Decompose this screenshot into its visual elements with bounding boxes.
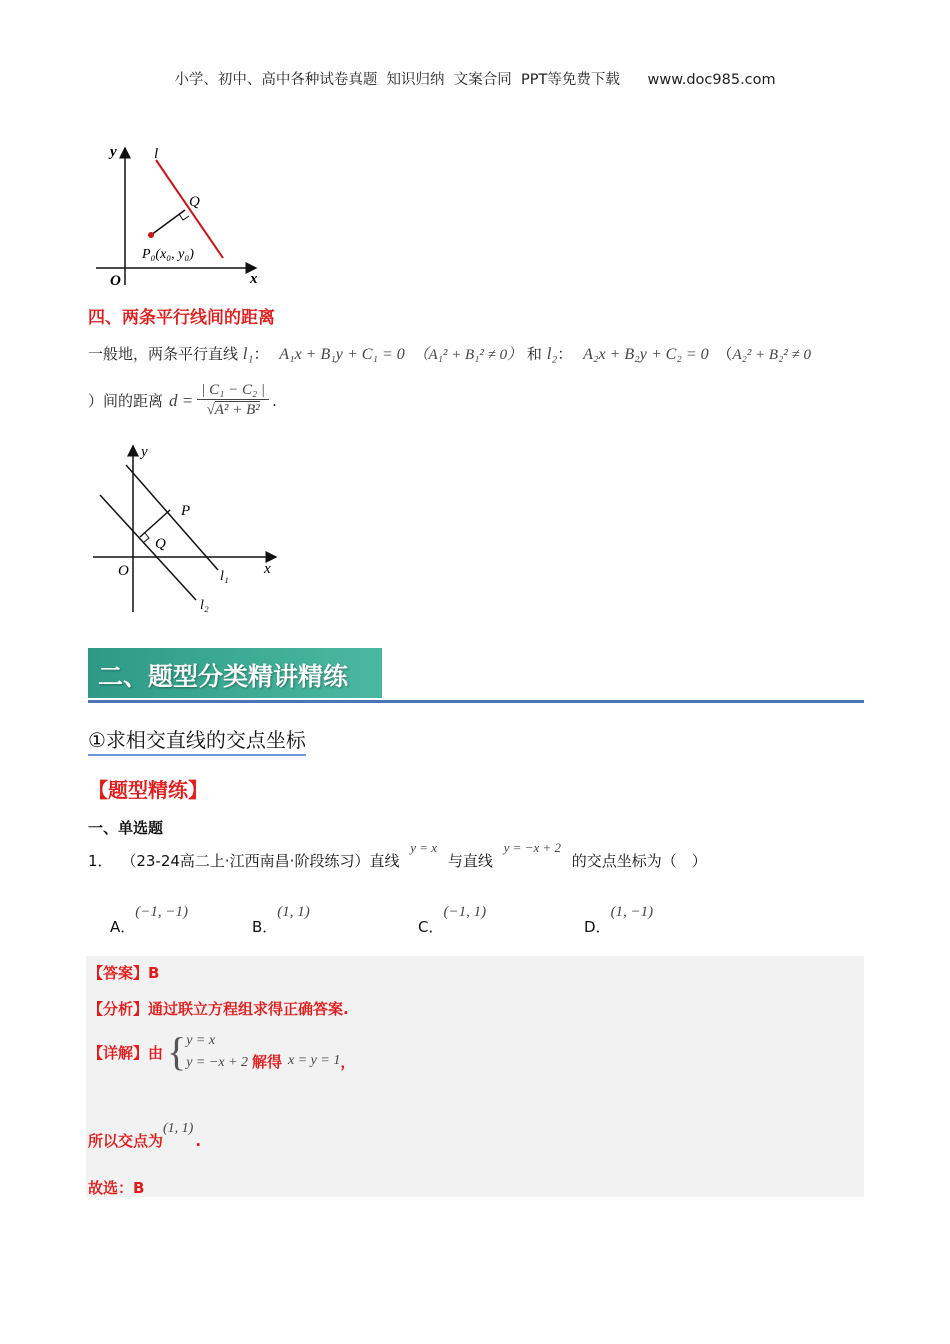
- label-o: O: [118, 563, 129, 579]
- detail-line: [88, 1030, 355, 1074]
- figure-parallel-lines-distance: [88, 440, 288, 620]
- point-p0: [148, 232, 154, 238]
- d-label: d =: [169, 390, 194, 410]
- sqrt-sign: √: [206, 402, 215, 418]
- intro-text: 一般地，两条平行直线: [88, 345, 239, 363]
- option-d-label: D．: [584, 918, 611, 936]
- equation-l1: A₁x + B₁y + C₁ = 0: [279, 346, 405, 363]
- solve-equation: x = y = 1: [288, 1053, 341, 1068]
- l2-symbol: l₂: [546, 344, 558, 363]
- solve-text: 解得: [252, 1052, 283, 1071]
- option-c-label: C．: [418, 918, 444, 936]
- condition-l1: （A₁² + B₁² ≠ 0）: [413, 347, 523, 363]
- right-angle-mark: [179, 214, 189, 220]
- system-equations: [186, 1030, 248, 1074]
- section-banner: 二、题型分类精讲精练: [88, 648, 382, 698]
- paren-open: （: [717, 345, 733, 363]
- analysis-text: 通过联立方程组求得正确答案.: [148, 1000, 349, 1018]
- question-mid: 与直线: [447, 852, 493, 870]
- option-a-label: A．: [110, 918, 136, 936]
- formula-line-1: [88, 343, 811, 364]
- question-1: [88, 840, 707, 871]
- label-y: y: [110, 144, 117, 160]
- solve-comma: ，: [340, 1052, 356, 1071]
- label-x: x: [264, 561, 271, 577]
- system-eq-2: y = −x + 2: [186, 1055, 248, 1070]
- equation-b: y = −x + 2: [503, 840, 561, 855]
- option-b[interactable]: [252, 900, 310, 936]
- final-choice: 故选：B: [88, 1179, 145, 1197]
- option-b-value: (1, 1): [277, 904, 310, 920]
- conclusion-point: (1, 1): [163, 1121, 194, 1136]
- system-eq-1: y = x: [186, 1033, 216, 1048]
- period: .: [272, 391, 277, 410]
- topic-subheading: ①求相交直线的交点坐标: [88, 724, 306, 756]
- conclusion-text: 所以交点为: [88, 1132, 164, 1150]
- answer-line: 【答案】B: [88, 964, 160, 982]
- label-l: l: [154, 146, 159, 162]
- system-brace: {: [167, 1029, 187, 1074]
- equation-l2: A₂x + B₂y + C₂ = 0: [583, 346, 709, 363]
- and-text: 和: [526, 345, 542, 363]
- option-c-value: (−1, 1): [443, 904, 487, 920]
- label-q: Q: [189, 194, 200, 210]
- option-b-label: B．: [252, 918, 278, 936]
- fraction: [197, 382, 269, 419]
- answer-panel: [86, 956, 864, 1197]
- single-choice-heading: 一、单选题: [88, 819, 164, 837]
- l1-symbol: l₁: [242, 344, 254, 363]
- right-angle-mark: [144, 533, 149, 542]
- detail-tag: 【详解】由: [88, 1043, 164, 1062]
- label-p: P: [181, 503, 191, 519]
- equation-a: y = x: [410, 840, 438, 855]
- option-a[interactable]: [110, 900, 188, 936]
- equation-system: [167, 1030, 248, 1074]
- perpendicular-segment: [151, 210, 185, 235]
- option-c[interactable]: [418, 900, 487, 936]
- sqrt-radicand: A² + B²: [214, 402, 260, 418]
- option-d-value: (1, −1): [610, 904, 654, 920]
- analysis-tag: 【分析】: [88, 1000, 149, 1018]
- colon-2: ：: [557, 345, 573, 363]
- label-l1: l₁: [220, 569, 229, 584]
- condition-l2: A₂² + B₂² ≠ 0: [732, 347, 812, 363]
- figure-point-line-distance: [88, 140, 278, 290]
- question-source: （23-24高二上·江西南昌·阶段练习）直线: [121, 852, 400, 870]
- practice-title: 【题型精练】: [88, 778, 208, 802]
- question-tail: 的交点坐标为（ ）: [571, 852, 707, 870]
- label-l2: l₂: [200, 598, 209, 613]
- section-title: 四、两条平行线间的距离: [88, 308, 275, 328]
- analysis-line: [88, 998, 349, 1019]
- colon: ：: [253, 345, 269, 363]
- label-p0: P₀(x₀, y₀): [142, 247, 194, 262]
- option-a-value: (−1, −1): [135, 904, 188, 920]
- question-number: 1．: [88, 852, 113, 870]
- banner-rule: [88, 700, 864, 703]
- label-o: O: [110, 273, 121, 289]
- perpendicular-segment: [140, 510, 170, 537]
- page-header: 小学、初中、高中各种试卷真题 知识归纳 文案合同 PPT等免费下载 www.doc985.com: [174, 72, 776, 88]
- formula-line-2: [88, 382, 277, 419]
- line-l1: [126, 465, 218, 570]
- label-q: Q: [155, 536, 166, 552]
- conclusion-line: [88, 1116, 202, 1150]
- label-x: x: [250, 271, 258, 287]
- fraction-numerator: | C₁ − C₂ |: [197, 382, 269, 400]
- option-d[interactable]: [584, 900, 654, 936]
- distance-text: ）间的距离: [88, 392, 164, 410]
- label-y: y: [141, 444, 148, 460]
- conclusion-period: .: [195, 1132, 202, 1150]
- fraction-denominator: [207, 400, 260, 419]
